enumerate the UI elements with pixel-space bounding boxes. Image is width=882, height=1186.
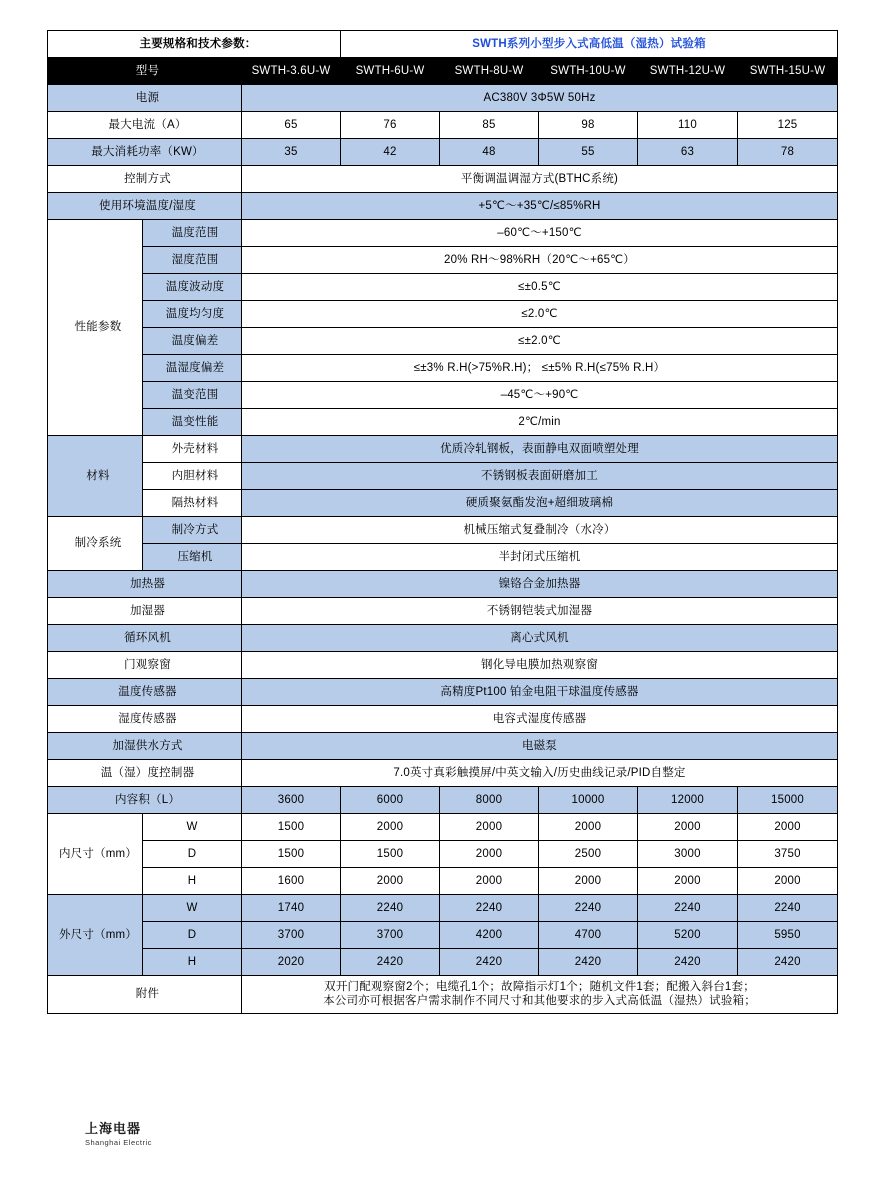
controller-value: 7.0英寸真彩触摸屏/中英文输入/历史曲线记录/PID自整定 <box>242 760 838 787</box>
row-outer-size-d <box>48 922 838 949</box>
max-current-2: 76 <box>341 112 440 139</box>
model-col-1: SWTH-3.6U-W <box>242 58 341 85</box>
performance-value-4: ≤2.0℃ <box>242 301 838 328</box>
row-performance-2 <box>48 247 838 274</box>
performance-name-2: 湿度范围 <box>143 247 242 274</box>
environment-label: 使用环境温度/湿度 <box>48 193 242 220</box>
outer-h-3: 2420 <box>440 949 539 976</box>
controller-label: 温（湿）度控制器 <box>48 760 242 787</box>
performance-value-7: –45℃～+90℃ <box>242 382 838 409</box>
row-performance-1 <box>48 220 838 247</box>
window-label: 门观察窗 <box>48 652 242 679</box>
material-value-1: 优质冷轧钢板，表面静电双面喷塑处理 <box>242 436 838 463</box>
inner-d-3: 2000 <box>440 841 539 868</box>
performance-value-3: ≤±0.5℃ <box>242 274 838 301</box>
model-col-4: SWTH-10U-W <box>539 58 638 85</box>
outer-d-4: 4700 <box>539 922 638 949</box>
accessory-line-1: 双开门配观察窗2个；电缆孔1个；故障指示灯1个；随机文件1套；配搬入斜台1套； <box>324 981 755 993</box>
outer-h-1: 2020 <box>242 949 341 976</box>
row-inner-size-w <box>48 814 838 841</box>
model-col-6: SWTH-15U-W <box>738 58 838 85</box>
accessory-label: 附件 <box>48 976 242 1014</box>
max-power-5: 63 <box>638 139 738 166</box>
inner-d-6: 3750 <box>738 841 838 868</box>
inner-w-6: 2000 <box>738 814 838 841</box>
row-heater <box>48 571 838 598</box>
performance-name-8: 温变性能 <box>143 409 242 436</box>
max-current-label: 最大电流（A） <box>48 112 242 139</box>
outer-d-1: 3700 <box>242 922 341 949</box>
control-mode-label: 控制方式 <box>48 166 242 193</box>
row-refrigeration-1 <box>48 517 838 544</box>
company-logo <box>85 1118 285 1147</box>
inner-w-4: 2000 <box>539 814 638 841</box>
document-title-right: SWTH系列小型步入式高低温（湿热）试验箱 <box>341 31 838 58</box>
accessory-line-2: 本公司亦可根据客户需求制作不同尺寸和其他要求的步入式高低温（湿热）试验箱； <box>323 995 756 1008</box>
performance-value-1: –60℃～+150℃ <box>242 220 838 247</box>
humidifier-label: 加湿器 <box>48 598 242 625</box>
row-power <box>48 85 838 112</box>
max-power-3: 48 <box>440 139 539 166</box>
max-current-4: 98 <box>539 112 638 139</box>
volume-4: 10000 <box>539 787 638 814</box>
refrigeration-name-2: 压缩机 <box>143 544 242 571</box>
row-humid-sensor <box>48 706 838 733</box>
max-power-2: 42 <box>341 139 440 166</box>
model-header-row <box>48 58 838 85</box>
temp-sensor-value: 高精度Pt100 铂金电阻干球温度传感器 <box>242 679 838 706</box>
outer-h-2: 2420 <box>341 949 440 976</box>
material-name-2: 内胆材料 <box>143 463 242 490</box>
performance-value-8: 2℃/min <box>242 409 838 436</box>
outer-h-4: 2420 <box>539 949 638 976</box>
logo-english-text: Shanghai Electric <box>85 1138 152 1147</box>
refrigeration-value-2: 半封闭式压缩机 <box>242 544 838 571</box>
logo-chinese-text: 上海电器 <box>85 1121 142 1136</box>
row-max-power <box>48 139 838 166</box>
material-value-2: 不锈钢板表面研磨加工 <box>242 463 838 490</box>
inner-h-1: 1600 <box>242 868 341 895</box>
performance-name-6: 温湿度偏差 <box>143 355 242 382</box>
volume-1: 3600 <box>242 787 341 814</box>
fan-value: 离心式风机 <box>242 625 838 652</box>
inner-h-3: 2000 <box>440 868 539 895</box>
row-control-mode <box>48 166 838 193</box>
power-value: AC380V 3Φ5W 50Hz <box>242 85 838 112</box>
performance-name-4: 温度均匀度 <box>143 301 242 328</box>
refrigeration-name-1: 制冷方式 <box>143 517 242 544</box>
max-current-6: 125 <box>738 112 838 139</box>
row-controller <box>48 760 838 787</box>
performance-name-1: 温度范围 <box>143 220 242 247</box>
volume-3: 8000 <box>440 787 539 814</box>
outer-w-2: 2240 <box>341 895 440 922</box>
power-label: 电源 <box>48 85 242 112</box>
model-col-3: SWTH-8U-W <box>440 58 539 85</box>
temp-sensor-label: 温度传感器 <box>48 679 242 706</box>
row-material-1 <box>48 436 838 463</box>
row-humidifier <box>48 598 838 625</box>
performance-value-6: ≤±3% R.H(>75%R.H)； ≤±5% R.H(≤75% R.H） <box>242 355 838 382</box>
inner-size-dim-h: H <box>143 868 242 895</box>
row-performance-6 <box>48 355 838 382</box>
volume-label: 内容积（L） <box>48 787 242 814</box>
outer-h-5: 2420 <box>638 949 738 976</box>
row-max-current <box>48 112 838 139</box>
model-label: 型号 <box>48 58 242 85</box>
outer-size-dim-d: D <box>143 922 242 949</box>
row-material-3 <box>48 490 838 517</box>
row-performance-7 <box>48 382 838 409</box>
refrigeration-value-1: 机械压缩式复叠制冷（水冷） <box>242 517 838 544</box>
model-col-5: SWTH-12U-W <box>638 58 738 85</box>
inner-d-5: 3000 <box>638 841 738 868</box>
performance-name-5: 温度偏差 <box>143 328 242 355</box>
inner-w-1: 1500 <box>242 814 341 841</box>
outer-d-2: 3700 <box>341 922 440 949</box>
window-value: 钢化导电膜加热观察窗 <box>242 652 838 679</box>
outer-d-6: 5950 <box>738 922 838 949</box>
title-row <box>48 31 838 58</box>
inner-h-5: 2000 <box>638 868 738 895</box>
row-outer-size-h <box>48 949 838 976</box>
inner-d-1: 1500 <box>242 841 341 868</box>
row-accessory <box>48 976 838 1014</box>
row-refrigeration-2 <box>48 544 838 571</box>
heater-label: 加热器 <box>48 571 242 598</box>
accessory-value <box>242 976 838 1014</box>
row-outer-size-w <box>48 895 838 922</box>
document-title-left: 主要规格和技术参数： <box>48 31 341 58</box>
performance-name-7: 温变范围 <box>143 382 242 409</box>
performance-label: 性能参数 <box>48 220 143 436</box>
row-performance-3 <box>48 274 838 301</box>
specification-table <box>47 30 838 1014</box>
row-temp-sensor <box>48 679 838 706</box>
volume-5: 12000 <box>638 787 738 814</box>
performance-value-2: 20% RH～98%RH（20℃～+65℃） <box>242 247 838 274</box>
inner-w-2: 2000 <box>341 814 440 841</box>
inner-h-2: 2000 <box>341 868 440 895</box>
outer-size-label: 外尺寸（mm） <box>48 895 143 976</box>
outer-size-dim-w: W <box>143 895 242 922</box>
inner-size-dim-d: D <box>143 841 242 868</box>
volume-6: 15000 <box>738 787 838 814</box>
material-value-3: 硬质聚氨酯发泡+超细玻璃棉 <box>242 490 838 517</box>
outer-h-6: 2420 <box>738 949 838 976</box>
model-col-2: SWTH-6U-W <box>341 58 440 85</box>
outer-w-4: 2240 <box>539 895 638 922</box>
performance-name-3: 温度波动度 <box>143 274 242 301</box>
water-supply-label: 加湿供水方式 <box>48 733 242 760</box>
row-inner-size-d <box>48 841 838 868</box>
outer-w-1: 1740 <box>242 895 341 922</box>
row-performance-4 <box>48 301 838 328</box>
inner-d-2: 1500 <box>341 841 440 868</box>
inner-w-5: 2000 <box>638 814 738 841</box>
inner-d-4: 2500 <box>539 841 638 868</box>
performance-value-5: ≤±2.0℃ <box>242 328 838 355</box>
outer-size-dim-h: H <box>143 949 242 976</box>
humid-sensor-value: 电容式湿度传感器 <box>242 706 838 733</box>
water-supply-value: 电磁泵 <box>242 733 838 760</box>
row-performance-8 <box>48 409 838 436</box>
outer-w-3: 2240 <box>440 895 539 922</box>
outer-w-6: 2240 <box>738 895 838 922</box>
max-current-1: 65 <box>242 112 341 139</box>
row-volume <box>48 787 838 814</box>
max-power-1: 35 <box>242 139 341 166</box>
volume-2: 6000 <box>341 787 440 814</box>
max-power-6: 78 <box>738 139 838 166</box>
material-label: 材料 <box>48 436 143 517</box>
outer-w-5: 2240 <box>638 895 738 922</box>
inner-size-dim-w: W <box>143 814 242 841</box>
row-environment <box>48 193 838 220</box>
row-window <box>48 652 838 679</box>
material-name-3: 隔热材料 <box>143 490 242 517</box>
inner-w-3: 2000 <box>440 814 539 841</box>
row-material-2 <box>48 463 838 490</box>
max-current-3: 85 <box>440 112 539 139</box>
control-mode-value: 平衡调温调湿方式(BTHC系统) <box>242 166 838 193</box>
outer-d-3: 4200 <box>440 922 539 949</box>
row-inner-size-h <box>48 868 838 895</box>
inner-h-6: 2000 <box>738 868 838 895</box>
row-performance-5 <box>48 328 838 355</box>
max-power-4: 55 <box>539 139 638 166</box>
environment-value: +5℃～+35℃/≤85%RH <box>242 193 838 220</box>
row-fan <box>48 625 838 652</box>
humidifier-value: 不锈钢铠装式加湿器 <box>242 598 838 625</box>
outer-d-5: 5200 <box>638 922 738 949</box>
heater-value: 镍铬合金加热器 <box>242 571 838 598</box>
spec-sheet <box>47 30 837 1014</box>
max-power-label: 最大消耗功率（KW） <box>48 139 242 166</box>
inner-h-4: 2000 <box>539 868 638 895</box>
row-water-supply <box>48 733 838 760</box>
material-name-1: 外壳材料 <box>143 436 242 463</box>
inner-size-label: 内尺寸（mm） <box>48 814 143 895</box>
max-current-5: 110 <box>638 112 738 139</box>
refrigeration-label: 制冷系统 <box>48 517 143 571</box>
fan-label: 循环风机 <box>48 625 242 652</box>
humid-sensor-label: 湿度传感器 <box>48 706 242 733</box>
